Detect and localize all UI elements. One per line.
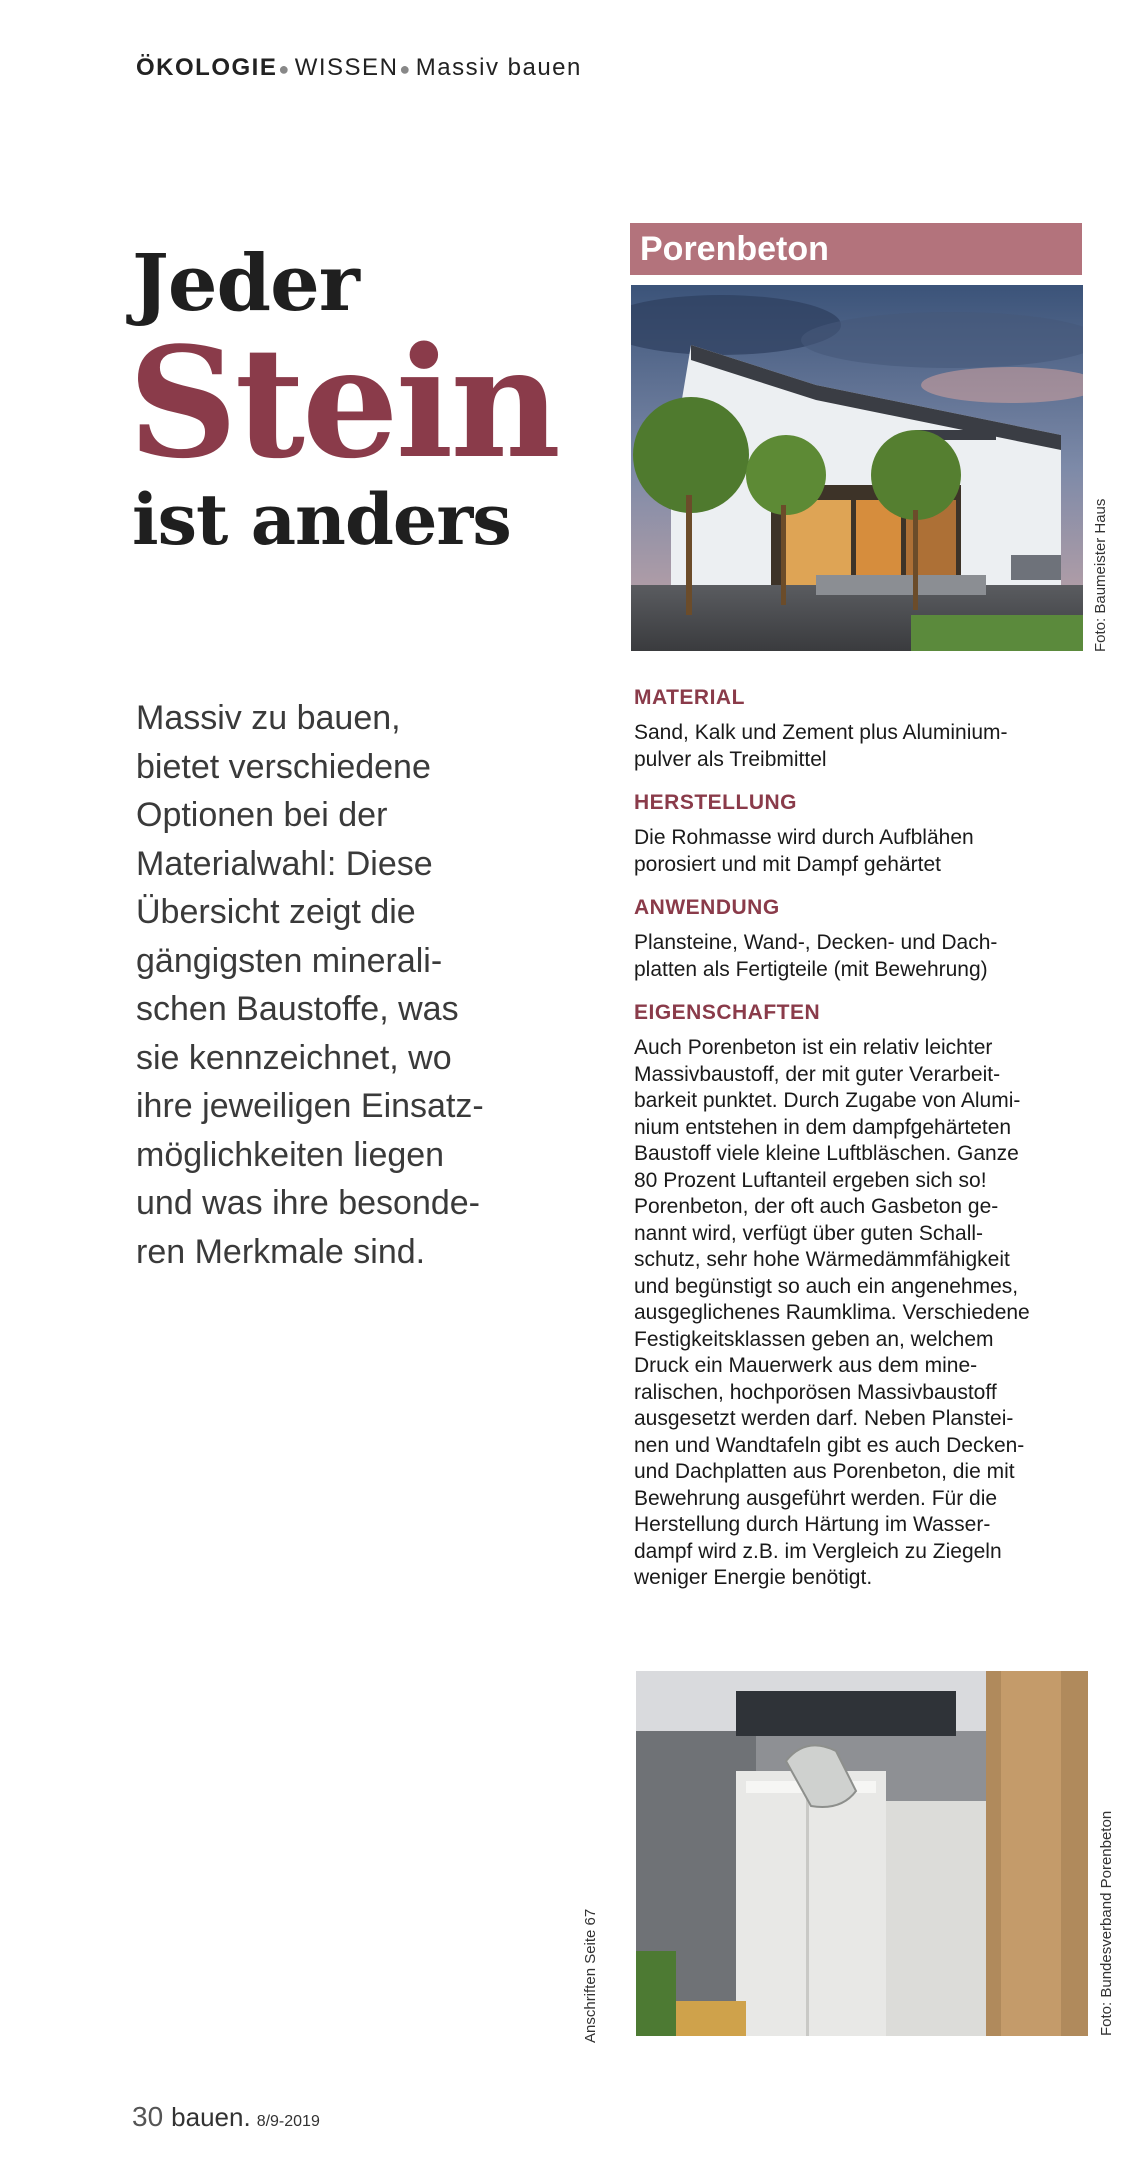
breadcrumb-section: ÖKOLOGIE — [136, 54, 278, 81]
fact-list — [634, 686, 1082, 1592]
section-line: nen und Wandtafeln gibt es auch Decken- — [634, 1433, 1025, 1457]
intro-line: ren Merkmale sind. — [136, 1232, 426, 1271]
section-line: Porenbeton, der oft auch Gasbeton ge- — [634, 1195, 999, 1218]
intro-line: Materialwahl: Diese — [136, 844, 433, 883]
page-footer — [132, 2101, 320, 2133]
photo-credit: Foto: Baumeister Haus — [1092, 498, 1109, 652]
issue-date: 8/9-2019 — [256, 2113, 320, 2130]
section-text — [634, 1035, 1082, 1592]
breadcrumb-subsection: WISSEN — [294, 54, 399, 81]
address-reference: Anschriften Seite 67 — [582, 1908, 599, 2043]
section-material — [634, 686, 1082, 773]
section-text: Sand, Kalk und Zement plus Aluminium- pulver als Treibmittel — [634, 721, 1008, 771]
construction-photo — [636, 1671, 1088, 2036]
section-line: ausgeglichenes Raumklima. Verschiedene — [634, 1301, 1030, 1324]
section-heading: MATERIAL — [634, 686, 745, 709]
breadcrumb-separator: ● — [399, 59, 412, 79]
section-line: dampf wird z.B. im Vergleich zu Ziegeln — [634, 1539, 1002, 1563]
intro-line: bietet verschiedene — [136, 747, 431, 786]
intro-line: und was ihre besonde- — [136, 1184, 481, 1222]
section-heading: EIGENSCHAFTEN — [634, 1001, 821, 1024]
section-text: Plansteine, Wand-, Decken- und Dach- platten als Fertigteile (mit Bewehrung) — [634, 931, 998, 981]
section-line: Massivbaustoff, der mit guter Verarbeit- — [634, 1062, 1001, 1086]
page-number: 30 — [132, 2101, 164, 2132]
section-heading: ANWENDUNG — [634, 896, 780, 919]
headline-line-2: Stein — [128, 313, 558, 492]
section-line: barkeit punktet. Durch Zugabe von Alumi- — [634, 1089, 1021, 1112]
intro-line: ihre jeweiligen Einsatz- — [136, 1087, 484, 1125]
section-line: Baustoff viele kleine Luftbläschen. Ganze — [634, 1142, 1019, 1165]
breadcrumb — [136, 54, 582, 82]
section-line: und Dachplatten aus Porenbeton, die mit — [634, 1460, 1015, 1483]
section-line: ralischen, hochporösen Massivbaustoff — [634, 1380, 997, 1404]
intro-line: möglichkeiten liegen — [136, 1135, 445, 1174]
section-eigenschaften — [634, 1001, 1082, 1592]
house-photo — [631, 285, 1083, 651]
headline-line-3: ist anders — [132, 478, 511, 561]
section-line: Auch Porenbeton ist ein relativ leichter — [634, 1036, 993, 1059]
headline-line-1: Jeder — [132, 238, 359, 329]
intro-line: Optionen bei der — [136, 796, 388, 834]
section-line: 80 Prozent Luftanteil ergeben sich so! — [634, 1168, 987, 1192]
section-line: schutz, sehr hohe Wärmedämmfähigkeit — [634, 1248, 1010, 1271]
section-anwendung — [634, 896, 1082, 983]
intro-line: sie kennzeichnet, wo — [136, 1038, 452, 1077]
intro-line: Massiv zu bauen, — [136, 699, 401, 737]
section-line: und begünstigt so auch ein angenehmes, — [634, 1274, 1019, 1298]
box-title: Porenbeton — [630, 223, 1082, 275]
intro-line: gängigsten minerali- — [136, 941, 443, 980]
intro-line: Übersicht zeigt die — [136, 893, 416, 931]
house-photo-graphic — [631, 285, 1083, 651]
section-line: nium entstehen in dem dampfgehärteten — [634, 1115, 1012, 1139]
intro-line: schen Baustoffe, was — [136, 990, 459, 1028]
section-line: ausgesetzt werden darf. Neben Planstei- — [634, 1407, 1014, 1430]
intro-paragraph — [136, 694, 576, 1276]
section-line: Festigkeitsklassen geben an, welchem — [634, 1327, 994, 1351]
breadcrumb-topic: Massiv bauen — [415, 54, 582, 81]
breadcrumb-separator: ● — [278, 59, 291, 79]
section-line: nannt wird, verfügt über guten Schall- — [634, 1221, 984, 1245]
section-line: Herstellung durch Härtung im Wasser- — [634, 1513, 991, 1536]
section-line: weniger Energie benötigt. — [634, 1566, 873, 1589]
magazine-name: bauen. — [171, 2102, 251, 2132]
article-headline — [128, 238, 558, 562]
section-line: Druck ein Mauerwerk aus dem mine- — [634, 1354, 978, 1377]
section-line: Bewehrung ausgeführt werden. Für die — [634, 1486, 998, 1510]
section-herstellung — [634, 791, 1082, 878]
section-text: Die Rohmasse wird durch Aufblähen porosiert und mit Dampf gehärtet — [634, 826, 974, 876]
photo-credit: Foto: Bundesverband Porenbeton — [1098, 1810, 1115, 2036]
section-heading: HERSTELLUNG — [634, 791, 797, 814]
construction-photo-graphic — [636, 1671, 1088, 2036]
